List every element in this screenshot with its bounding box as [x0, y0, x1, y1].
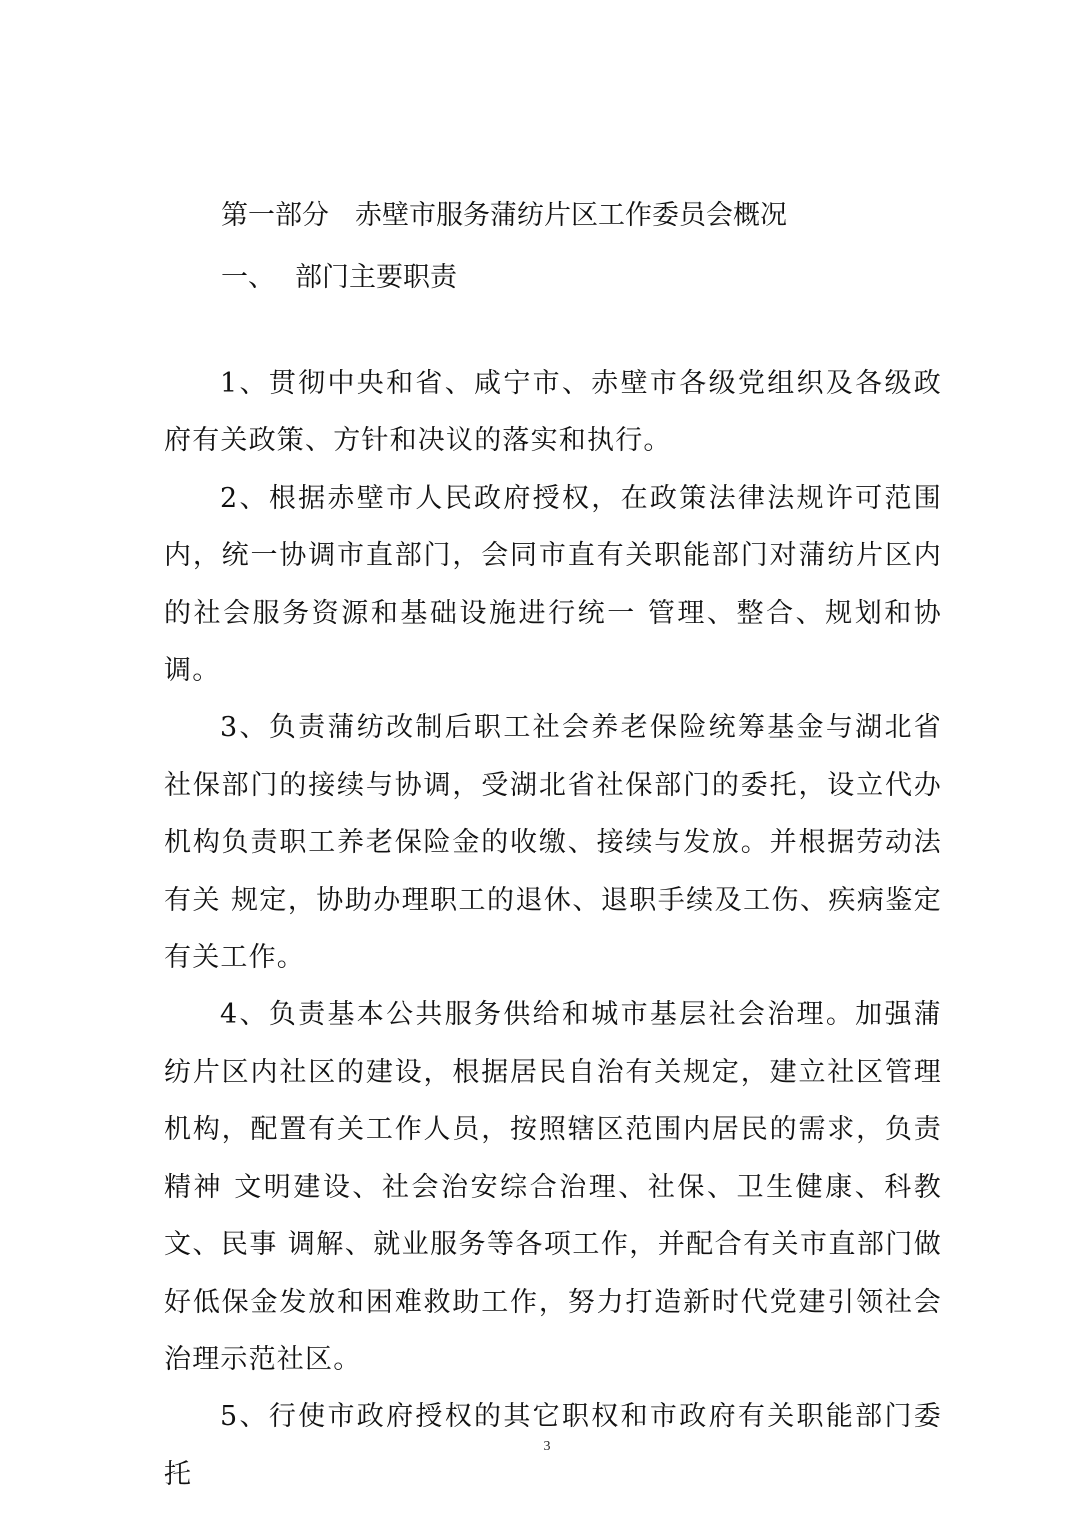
paragraph-1: 1、贯彻中央和省、咸宁市、赤壁市各级党组织及各级政府有关政策、方针和决议的落实和执行。	[164, 368, 942, 457]
paragraph-5: 5、行使市政府授权的其它职权和市政府有关职能部门委托	[164, 1401, 942, 1490]
part-title-text: 赤壁市服务蒲纺片区工作委员会概况	[355, 200, 787, 231]
part-title	[221, 198, 787, 234]
paragraph-4: 4、负责基本公共服务供给和城市基层社会治理。加强蒲 纺片区内社区的建设，根据居民自治有关规定，建立社区管理机构，配置有关工作人员，按照辖区范围内居民的需求，负责精神 文明建设、社会治安综合治理、社保、卫生健康、科教文、民事 调解、就业服务等各项工作，并配合有关市直部门做好低保金发放和困难救助工作，努力打造新时代党建引领社会治理示范社区。	[164, 999, 942, 1375]
section-title	[221, 260, 457, 296]
part-title-prefix: 第一部分	[221, 200, 329, 231]
section-title-number: 一、	[221, 262, 275, 293]
paragraph-3: 3、负责蒲纺改制后职工社会养老保险统筹基金与湖北省社保部门的接续与协调，受湖北省社保部门的委托，设立代办机构负责职工养老保险金的收缴、接续与发放。并根据劳动法有关 规定，协助办理职工的退休、退职手续及工伤、疾病鉴定有关工作。	[164, 712, 942, 974]
paragraph-2: 2、根据赤壁市人民政府授权，在政策法律法规许可范围内，统一协调市直部门，会同市直有关职能部门对蒲纺片区内的社会服务资源和基础设施进行统一 管理、整合、规划和协调。	[164, 482, 942, 687]
section-title-text: 部门主要职责	[295, 262, 457, 293]
body-text	[164, 355, 942, 1503]
page-number: 3	[543, 1439, 551, 1454]
